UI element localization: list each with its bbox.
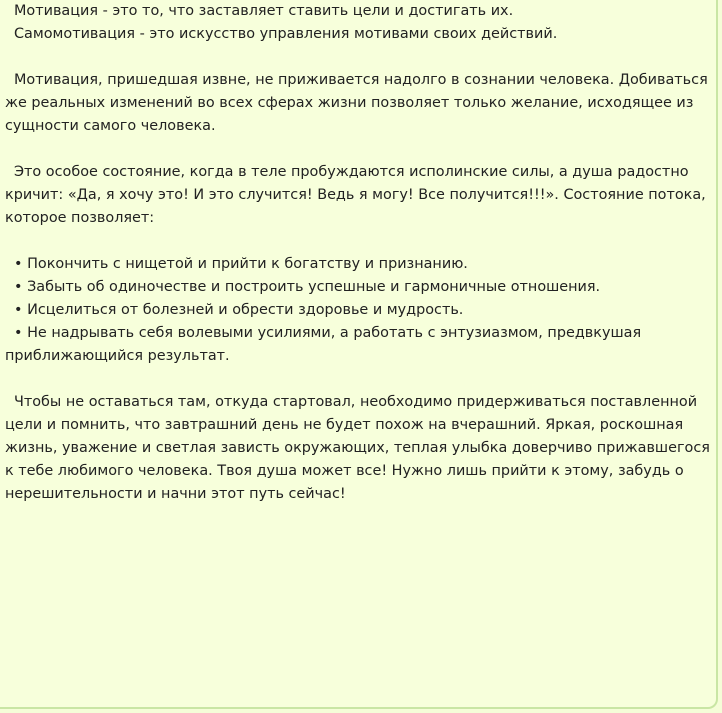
list-item bbox=[5, 299, 713, 322]
intro-line-self-motivation: Самомотивация - это искусство управления мотивами своих действий. bbox=[14, 26, 558, 42]
list-item-text: Забыть об одиночестве и построить успешные и гармоничные отношения. bbox=[27, 279, 601, 295]
bullet-icon: • bbox=[14, 256, 23, 272]
list-item-text: Исцелиться от болезней и обрести здоровье и мудрость. bbox=[27, 302, 464, 318]
paragraph-conclusion: Чтобы не оставаться там, откуда стартовал, необходимо придерживаться поставленной цели и помнить, что завтрашний день не будет похож на вчерашний. Яркая, роскошная жизнь, уважение и светлая зависть окружающих, теплая улыбка доверчиво прижавшегося к тебе любимого человека. Твоя душа может все! Нужно лишь прийти к этому, забудь о нерешительности и начни этот путь сейчас! bbox=[5, 394, 710, 502]
paragraph-external-motivation: Мотивация, пришедшая извне, не приживается надолго в сознании человека. Добиваться же реальных изменений во всех сферах жизни позволяет только желание, исходящее из сущности самого человека. bbox=[5, 72, 708, 134]
list-item bbox=[5, 253, 713, 276]
bullet-icon: • bbox=[14, 279, 23, 295]
bullet-icon: • bbox=[14, 325, 23, 341]
list-item-text: Не надрывать себя волевыми усилиями, а работать с энтузиазмом, предвкушая приближающийся результат. bbox=[5, 325, 642, 364]
list-item bbox=[5, 322, 713, 368]
list-item bbox=[5, 276, 713, 299]
bullet-icon: • bbox=[14, 302, 23, 318]
article-body bbox=[5, 0, 713, 529]
paragraph-flow-state: Это особое состояние, когда в теле пробуждаются исполинские силы, а душа радостно кричит: «Да, я хочу это! И это случится! Ведь я могу! Все получится!!!». Состояние потока, которое позволяет: bbox=[5, 164, 706, 226]
intro-block bbox=[5, 0, 713, 46]
bullet-list bbox=[5, 253, 713, 368]
intro-line-motivation: Мотивация - это то, что заставляет ставить цели и достигать их. bbox=[14, 3, 514, 19]
list-item-text: Покончить с нищетой и прийти к богатству и признанию. bbox=[27, 256, 468, 272]
